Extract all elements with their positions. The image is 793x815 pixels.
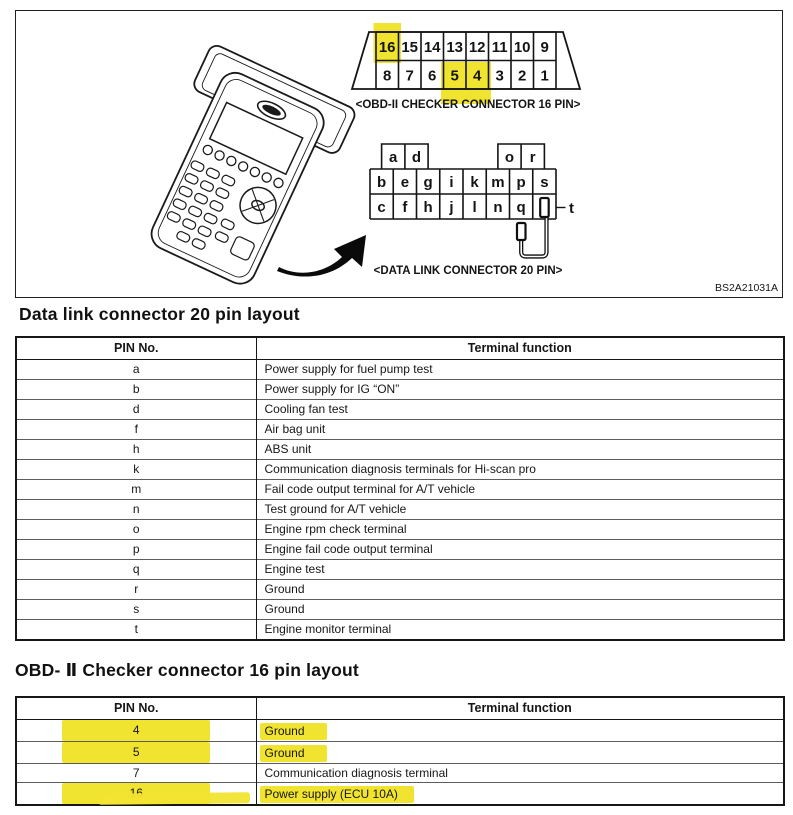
svg-text:g: g [423, 174, 433, 191]
svg-text:n: n [493, 199, 503, 216]
function-cell: Communication diagnosis terminals for Hi-scan pro [256, 460, 784, 480]
dlc20-pin-table [15, 336, 785, 641]
function-cell: Ground [256, 600, 784, 620]
scan-tool-illustration [125, 43, 358, 295]
svg-text:14: 14 [423, 39, 441, 56]
obd16-pin-table [15, 696, 785, 806]
pin-cell: b [16, 380, 256, 400]
svg-text:p: p [516, 174, 526, 191]
function-cell: Engine monitor terminal [256, 620, 784, 641]
obd16-caption: <OBD-II CHECKER CONNECTOR 16 PIN> [355, 99, 581, 111]
pin-cell [16, 742, 256, 764]
svg-text:q: q [516, 199, 526, 216]
terminal-function-header: Terminal function [256, 697, 784, 720]
svg-text:7: 7 [405, 67, 414, 85]
svg-text:2: 2 [518, 67, 527, 85]
pin-cell: n [16, 500, 256, 520]
table-row [16, 560, 784, 580]
pin-cell: p [16, 540, 256, 560]
function-cell: Engine fail code output terminal [256, 540, 784, 560]
pin-cell: t [16, 620, 256, 641]
pin-cell [16, 720, 256, 742]
function-cell [256, 783, 784, 806]
pin-cell: h [16, 440, 256, 460]
table-header-row [16, 697, 784, 720]
svg-text:11: 11 [491, 39, 508, 56]
figure-code: BS2A21031A [714, 282, 778, 294]
svg-text:k: k [470, 174, 479, 191]
pin-cell: q [16, 560, 256, 580]
function-cell: Cooling fan test [256, 400, 784, 420]
function-cell: Communication diagnosis terminal [256, 764, 784, 783]
svg-text:5: 5 [450, 67, 459, 85]
pin-cell: d [16, 400, 256, 420]
table-row [16, 764, 784, 783]
svg-text:j: j [449, 199, 454, 216]
pin-cell: k [16, 460, 256, 480]
pin-cell: o [16, 520, 256, 540]
table-row [16, 600, 784, 620]
svg-text:1: 1 [540, 67, 549, 85]
function-highlight: Ground [260, 745, 327, 762]
pin-cell: 7 [16, 764, 256, 783]
svg-text:10: 10 [513, 39, 531, 56]
svg-text:m: m [491, 174, 505, 191]
connector-figure [16, 11, 781, 295]
svg-text:d: d [411, 149, 422, 166]
function-cell: Engine test [256, 560, 784, 580]
svg-text:f: f [402, 199, 408, 216]
function-cell: Ground [256, 580, 784, 600]
function-cell: ABS unit [256, 440, 784, 460]
table-row [16, 480, 784, 500]
svg-text:16: 16 [378, 39, 396, 56]
highlight-streak [98, 792, 250, 805]
pin-t-label: t [569, 200, 574, 217]
pin-highlight: 5 [62, 742, 210, 763]
section1-heading: Data link connector 20 pin layout [19, 304, 300, 324]
table-row [16, 460, 784, 480]
table-row [16, 420, 784, 440]
terminal-function-header: Terminal function [256, 337, 784, 360]
svg-text:s: s [540, 174, 549, 191]
svg-text:i: i [449, 174, 454, 191]
table-row [16, 400, 784, 420]
function-cell: Power supply for IG “ON” [256, 380, 784, 400]
svg-text:r: r [529, 149, 536, 166]
pin-highlight: 4 [62, 720, 210, 741]
pin-cell: s [16, 600, 256, 620]
svg-text:15: 15 [401, 39, 419, 56]
table-row-highlighted [16, 742, 784, 764]
table-row-highlighted [16, 720, 784, 742]
svg-text:12: 12 [468, 39, 486, 56]
pin-no-header: PIN No. [16, 697, 256, 720]
function-cell: Test ground for A/T vehicle [256, 500, 784, 520]
function-highlight: Ground [260, 723, 327, 740]
function-cell: Power supply for fuel pump test [256, 360, 784, 380]
pin-cell: r [16, 580, 256, 600]
svg-text:o: o [504, 149, 515, 166]
svg-text:a: a [389, 149, 398, 166]
svg-text:l: l [472, 199, 477, 216]
svg-text:c: c [377, 199, 386, 216]
table-row [16, 380, 784, 400]
svg-text:h: h [423, 199, 433, 216]
pin-cell: m [16, 480, 256, 500]
svg-text:13: 13 [446, 39, 464, 56]
svg-text:8: 8 [383, 67, 392, 85]
pin-cell: f [16, 420, 256, 440]
svg-text:e: e [400, 174, 410, 191]
dlc20-caption: <DATA LINK CONNECTOR 20 PIN> [373, 265, 563, 277]
function-highlight: Power supply (ECU 10A) [260, 786, 414, 803]
table-row [16, 620, 784, 641]
table-row [16, 520, 784, 540]
arrow-icon [277, 235, 366, 277]
table-row [16, 440, 784, 460]
dlc20-connector-diagram [370, 144, 574, 277]
pin-cell: a [16, 360, 256, 380]
function-cell: Air bag unit [256, 420, 784, 440]
svg-text:6: 6 [428, 67, 437, 85]
table-row [16, 540, 784, 560]
table-row [16, 580, 784, 600]
connector-figure-box [15, 10, 783, 298]
svg-text:4: 4 [473, 67, 482, 85]
table-row [16, 500, 784, 520]
svg-text:3: 3 [495, 67, 504, 85]
svg-text:b: b [377, 174, 387, 191]
section2-heading: OBD- Ⅱ Checker connector 16 pin layout [15, 660, 359, 680]
obd16-connector-diagram [352, 23, 581, 111]
function-cell: Engine rpm check terminal [256, 520, 784, 540]
function-cell: Fail code output terminal for A/T vehicle [256, 480, 784, 500]
svg-text:9: 9 [540, 39, 549, 56]
pin-no-header: PIN No. [16, 337, 256, 360]
function-cell [256, 720, 784, 742]
table-header-row [16, 337, 784, 360]
table-row [16, 360, 784, 380]
function-cell [256, 742, 784, 764]
